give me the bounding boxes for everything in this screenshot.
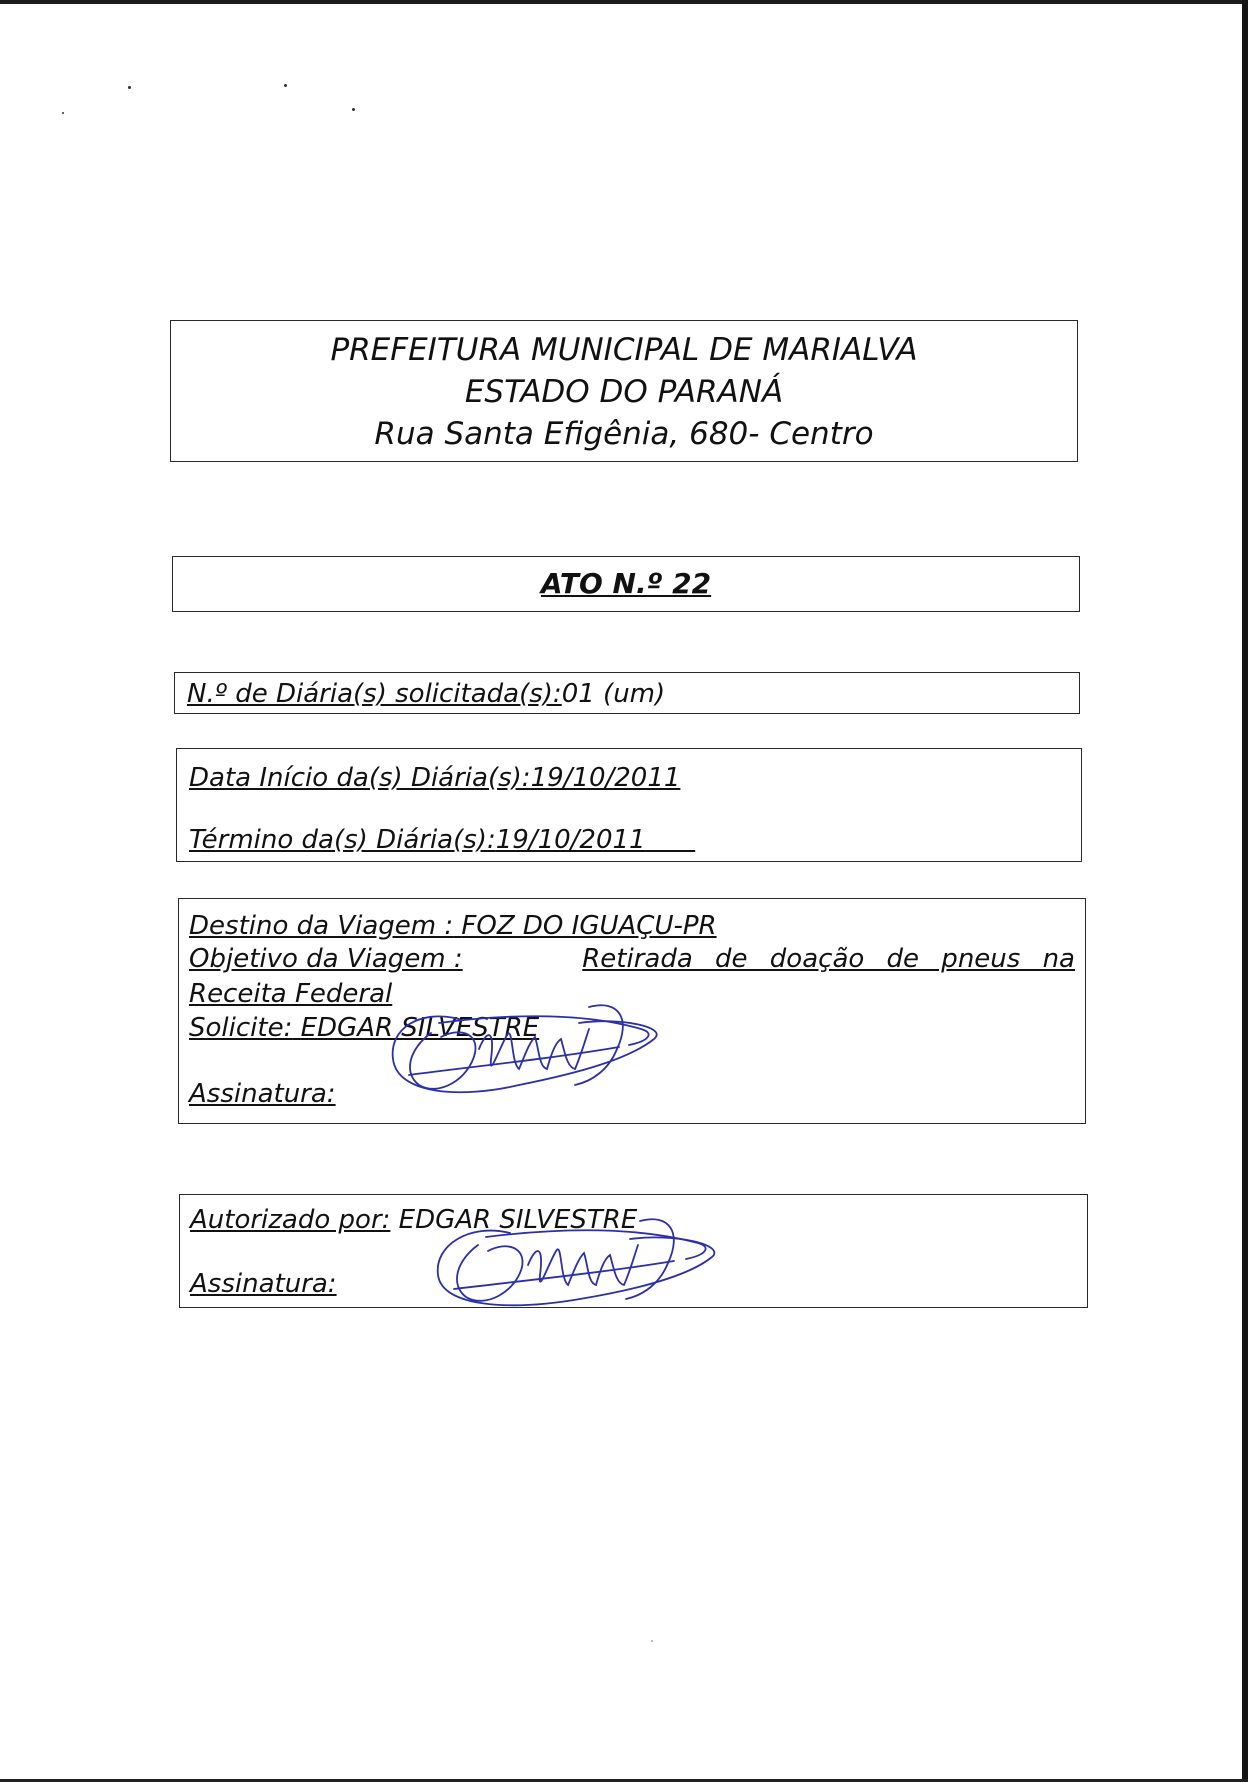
- ato-box: [172, 556, 1080, 612]
- diarias-row: [187, 679, 665, 709]
- ato-title: ATO N.º 22: [540, 567, 712, 600]
- scan-speck: [62, 112, 64, 114]
- header-address: Rua Santa Efigênia, 680- Centro: [374, 416, 874, 452]
- diarias-value: 01 (um): [561, 679, 666, 709]
- scan-speck: [352, 108, 355, 111]
- datas-box: [176, 748, 1082, 862]
- solicite-value: EDGAR SILVESTRE: [300, 1013, 540, 1043]
- assinatura-label: Assinatura:: [189, 1079, 336, 1109]
- objetivo-label: Objetivo da Viagem :: [189, 944, 463, 974]
- inicio-row: [189, 763, 680, 793]
- scan-speck: [284, 84, 287, 87]
- header-box: [170, 320, 1078, 462]
- inicio-value: 19/10/2011: [530, 763, 681, 793]
- termino-underline-tail: [646, 825, 696, 855]
- termino-row: [189, 825, 695, 855]
- viagem-box: [178, 898, 1086, 1124]
- objetivo-value-line2: Receita Federal: [189, 979, 393, 1009]
- inicio-label: Data Início da(s) Diária(s):: [189, 763, 531, 793]
- diarias-box: [174, 672, 1080, 714]
- scan-speck: [128, 86, 131, 89]
- destino-row: [189, 911, 717, 941]
- scan-edge-top: [0, 0, 1248, 4]
- header-municipality: PREFEITURA MUNICIPAL DE MARIALVA: [330, 332, 918, 368]
- objetivo-row: [189, 944, 1075, 974]
- scan-speck: [651, 1640, 653, 1642]
- autorizado-label: Autorizado por:: [190, 1205, 391, 1235]
- objetivo-value-line1: Retirada de doação de pneus na: [582, 944, 1075, 974]
- termino-label: Término da(s) Diária(s):: [189, 825, 496, 855]
- destino-value: FOZ DO IGUAÇU-PR: [461, 911, 717, 941]
- signature-image: [420, 1209, 740, 1319]
- destino-label: Destino da Viagem :: [189, 911, 454, 941]
- autorizado-assinatura-label: Assinatura:: [190, 1269, 337, 1299]
- signature-image: [379, 989, 679, 1109]
- autorizado-value: EDGAR SILVESTRE: [398, 1205, 638, 1235]
- autorizacao-box: [179, 1194, 1088, 1308]
- termino-value: 19/10/2011: [495, 825, 646, 855]
- scan-edge-right: [1242, 0, 1248, 1782]
- solicite-label: Solicite:: [189, 1013, 293, 1043]
- diarias-label: N.º de Diária(s) solicitada(s):: [187, 679, 562, 709]
- header-state: ESTADO DO PARANÁ: [464, 374, 784, 410]
